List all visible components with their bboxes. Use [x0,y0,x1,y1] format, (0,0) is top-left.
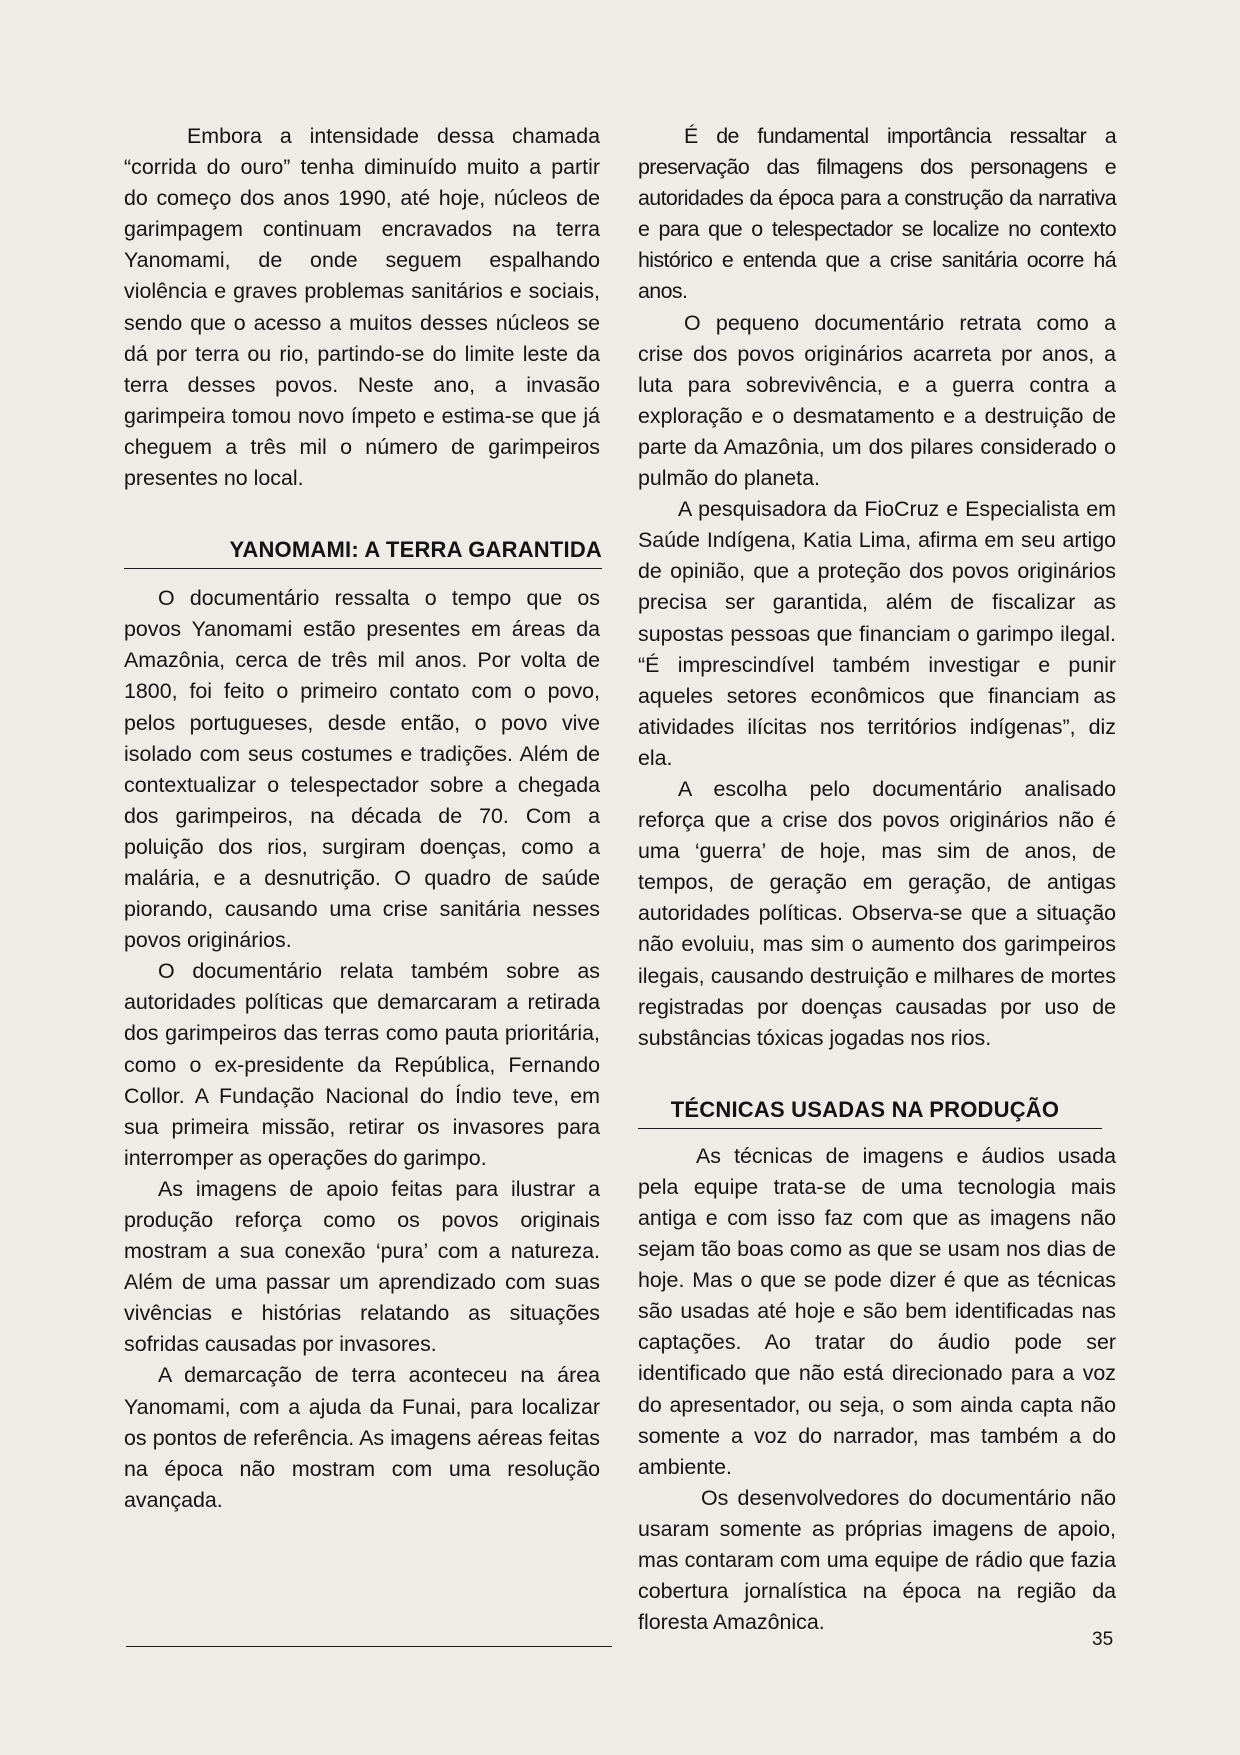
right-column [638,121,1116,1638]
paragraph-developers: Os desenvolvedores do documentário não usaram somente as próprias imagens de apoio, mas contaram com uma equipe de rádio que fazia cobertura jornalística na época na região da floresta Amazônica. [638,1485,1116,1635]
paragraph-footage-preservation: É de fundamental importância ressaltar a preservação das filmagens dos personagens e autoridades da época para a construção da narrativa e para que o telespectador se localize no contexto histórico e entenda que a crise sanitária ocorre há anos. [638,124,1116,304]
paragraph-documentary-choice: A escolha pelo documentário analisado reforça que a crise dos povos originários não é uma ‘guerra’ de hoje, mas sim de anos, de tempos, de geração em geração, de antigas autoridades políticas. Observa-se que a situação não evoluiu, mas sim o aumento dos garimpeiros ilegais, causando destruição e milhares de mortes registradas por doenças causadas por uso de substâncias tóxicas jogadas nos rios. [638,776,1116,1050]
paragraph-gold-rush: Embora a intensidade dessa chamada “corrida do ouro” tenha diminuído muito a partir do começo dos anos 1990, até hoje, núcleos de garimpagem continuam encravados na terra Yanomami, de onde seguem espalhando violência e graves problemas sanitários e sociais, sendo que o acesso a muitos desses núcleos se dá por terra ou rio, partindo-se do limite leste da terra desses povos. Neste ano, a invasão garimpeira tomou novo ímpeto e estima-se que já cheguem a três mil o número de garimpeiros presentes no local. [124,124,600,491]
paragraph-support-images: As imagens de apoio feitas para ilustrar a produção reforça como os povos originais mostram a sua conexão ‘pura’ com a natureza. Além de uma passar um aprendizado com suas vivências e histórias relatando as situações sofridas causadas por invasores. [124,1176,600,1357]
page-number: 35 [1092,1629,1114,1650]
paragraph-short-documentary: O pequeno documentário retrata como a crise dos povos originários acarreta por anos, a luta para sobrevivência, e a guerra contra a exploração e o desmatamento e a destruição de parte da Amazônia, um dos pilares considerado o pulmão do planeta. [638,310,1116,491]
paragraph-political-authorities: O documentário relata também sobre as autoridades políticas que demarcaram a retirada dos garimpeiros das terras como pauta prioritária, como o ex-presidente da República, Fernando Collor. A Fundação Nacional do Índio teve, em sua primeira missão, retirar os invasores para interromper as operações do garimpo. [124,959,600,1170]
paragraph-documentary-time: O documentário ressalta o tempo que os povos Yanomami estão presentes em áreas da Amazônia, cerca de três mil anos. Por volta de 1800, foi feito o primeiro contato com o povo, pelos portugueses, desde então, o povo vive isolado com seus costumes e tradições. Além de contextualizar o telespectador sobre a chegada dos garimpeiros, na década de 70. Com a poluição dos rios, surgiram doenças, como a malária, e a desnutrição. O quadro de saúde piorando, causando uma crise sanitária nesses povos originários. [124,586,600,953]
left-column [124,121,600,1516]
paragraph-fiocruz-researcher: A pesquisadora da FioCruz e Especialista em Saúde Indígena, Katia Lima, afirma em seu artigo de opinião, que a proteção dos povos originários precisa ser garantida, além de fiscalizar as supostas pessoas que financiam o garimpo ilegal. “É imprescindível também investigar e punir aqueles setores econômicos que financiam as atividades ilícitas nos territórios indígenas”, diz ela. [638,497,1116,770]
paragraph-image-audio-techniques: As técnicas de imagens e áudios usada pela equipe trata-se de uma tecnologia mais antiga e com isso faz com que as imagens não sejam tão boas como as que se usam nos dias de hoje. Mas o que se pode dizer é que as técnicas são usadas até hoje e são bem identificadas nas captações. Ao tratar do áudio pode ser identificado que não está direcionado para a voz do apresentador, ou seja, o som ainda capta não somente a voz do narrador, mas também a do ambiente. [638,1143,1116,1479]
section-heading-wrapper [124,536,602,569]
section-heading-yanomami: YANOMAMI: A TERRA GARANTIDA [124,536,602,569]
section-heading-wrapper [638,1096,1102,1129]
paragraph-land-demarcation: A demarcação de terra aconteceu na área Yanomami, com a ajuda da Funai, para localizar os pontos de referência. As imagens aéreas feitas na época não mostram com uma resolução avançada. [124,1363,600,1512]
column-divider-rule [126,1646,612,1647]
section-heading-techniques: TÉCNICAS USADAS NA PRODUÇÃO [638,1096,1102,1129]
